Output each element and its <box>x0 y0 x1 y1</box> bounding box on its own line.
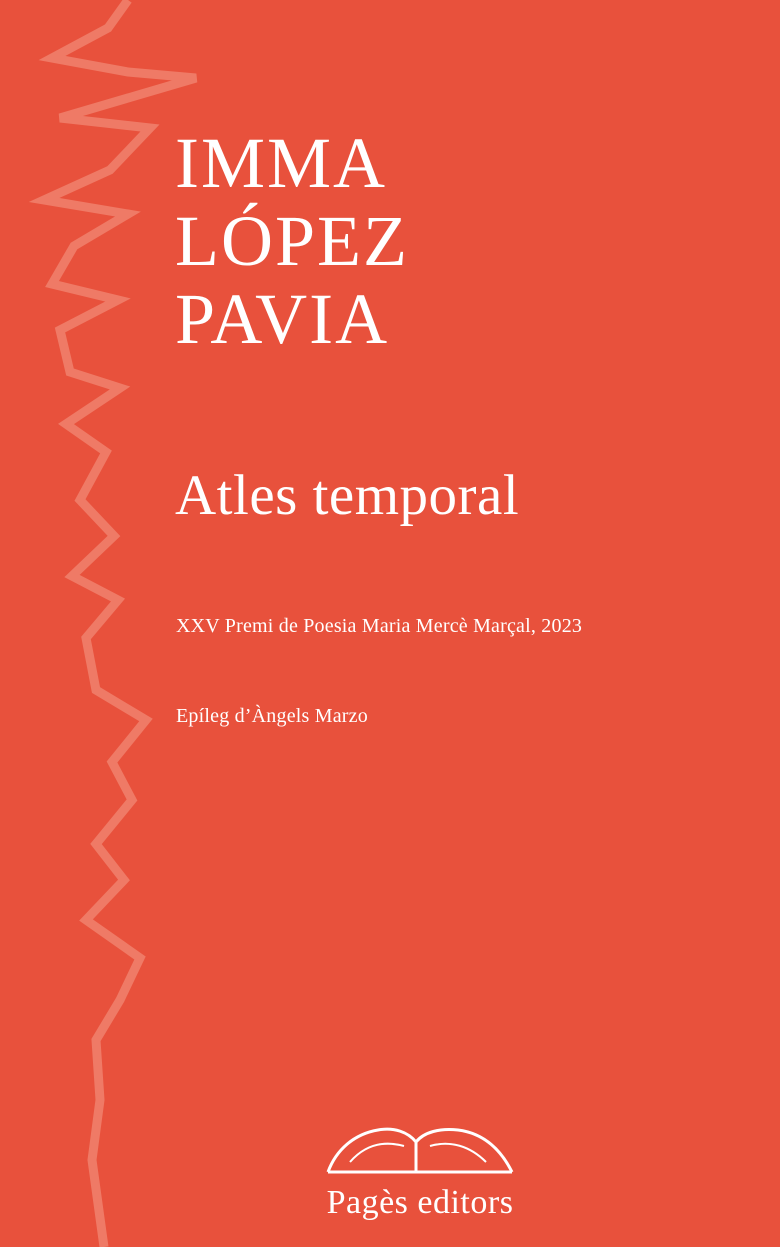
author-name-line-1: IMMA <box>175 123 388 203</box>
epilogue-line: Epíleg d’Àngels Marzo <box>176 705 368 727</box>
publisher-logo <box>290 1120 550 1222</box>
author-name-line-3: PAVIA <box>175 278 390 359</box>
author-name <box>175 125 715 358</box>
open-book-icon <box>320 1120 520 1182</box>
book-title: Atles temporal <box>175 464 520 527</box>
award-line: XXV Premi de Poesia Maria Mercè Marçal, 2023 <box>176 615 583 637</box>
publisher-name: Pagès editors <box>326 1184 514 1221</box>
author-name-line-2: LÓPEZ <box>175 200 409 281</box>
